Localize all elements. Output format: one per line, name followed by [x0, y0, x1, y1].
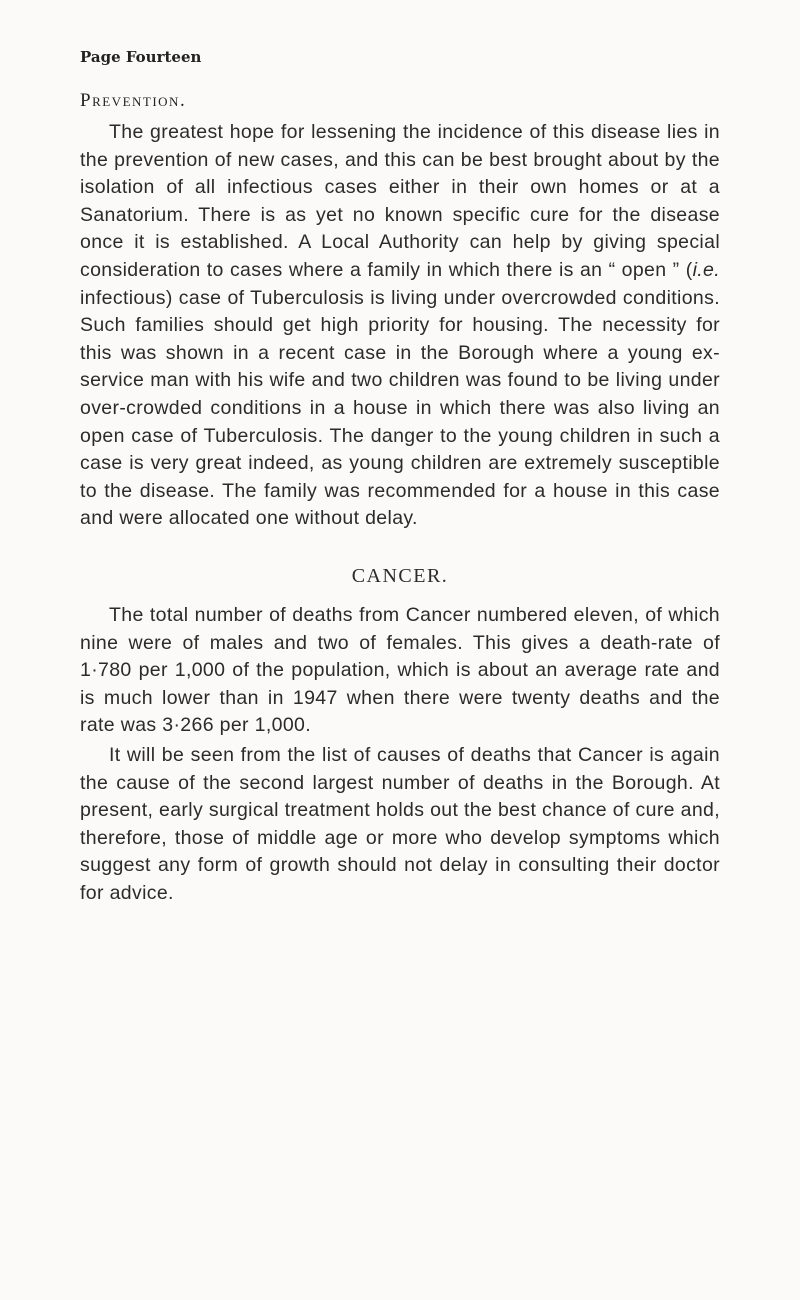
section-heading-cancer: CANCER. [351, 565, 449, 587]
cancer-paragraph-2: It will be seen from the list of causes of deaths that Cancer is again the cause of the second largest number of deaths in the Borough. At present, early surgical treatment holds out the best chance of cure and, therefore, those of middle age or more who develop symptoms which suggest any form of growth should not delay in consulting their doctor for advice. [80, 744, 720, 904]
prevention-text-part-1: The greatest hope for lessening the incidence of this disease lies in the prevention of new cases, and this can be best brought about by the isolation of all infectious cases either in their own homes or at a Sanatorium. There is as yet no known specific cure for the disease once it is established. A Local Authority can help by giving special consideration to cases where a family in which there is an “ open ” ( [80, 121, 720, 281]
page-header: Page Fourteen [80, 48, 202, 66]
prevention-text-part-2: infectious) case of Tuberculosis is living under overcrowded conditions. Such families should get high priority for housing. The necessity for this was shown in a recent case in the Borough where a young ex-service man with his wife and two children was found to be living under over-crowded conditions in a house in which there was also living an open case of Tuberculosis. The danger to the young children in such a case is very great indeed, as young children are extremely susceptible to the disease. The family was recommended for a house in this case and were allocated one without delay. [80, 286, 720, 530]
ie-abbreviation: i.e. [692, 258, 720, 281]
section-heading-prevention: Prevention. [80, 90, 187, 111]
cancer-paragraph-1: The total number of deaths from Cancer numbered eleven, of which nine were of males and two of females. This gives a death-rate of 1·780 per 1,000 of the population, which is about an average rate and is much lower than in 1947 when there were twenty deaths and the rate was 3·266 per 1,000. [80, 604, 720, 737]
prevention-paragraph [80, 119, 720, 533]
